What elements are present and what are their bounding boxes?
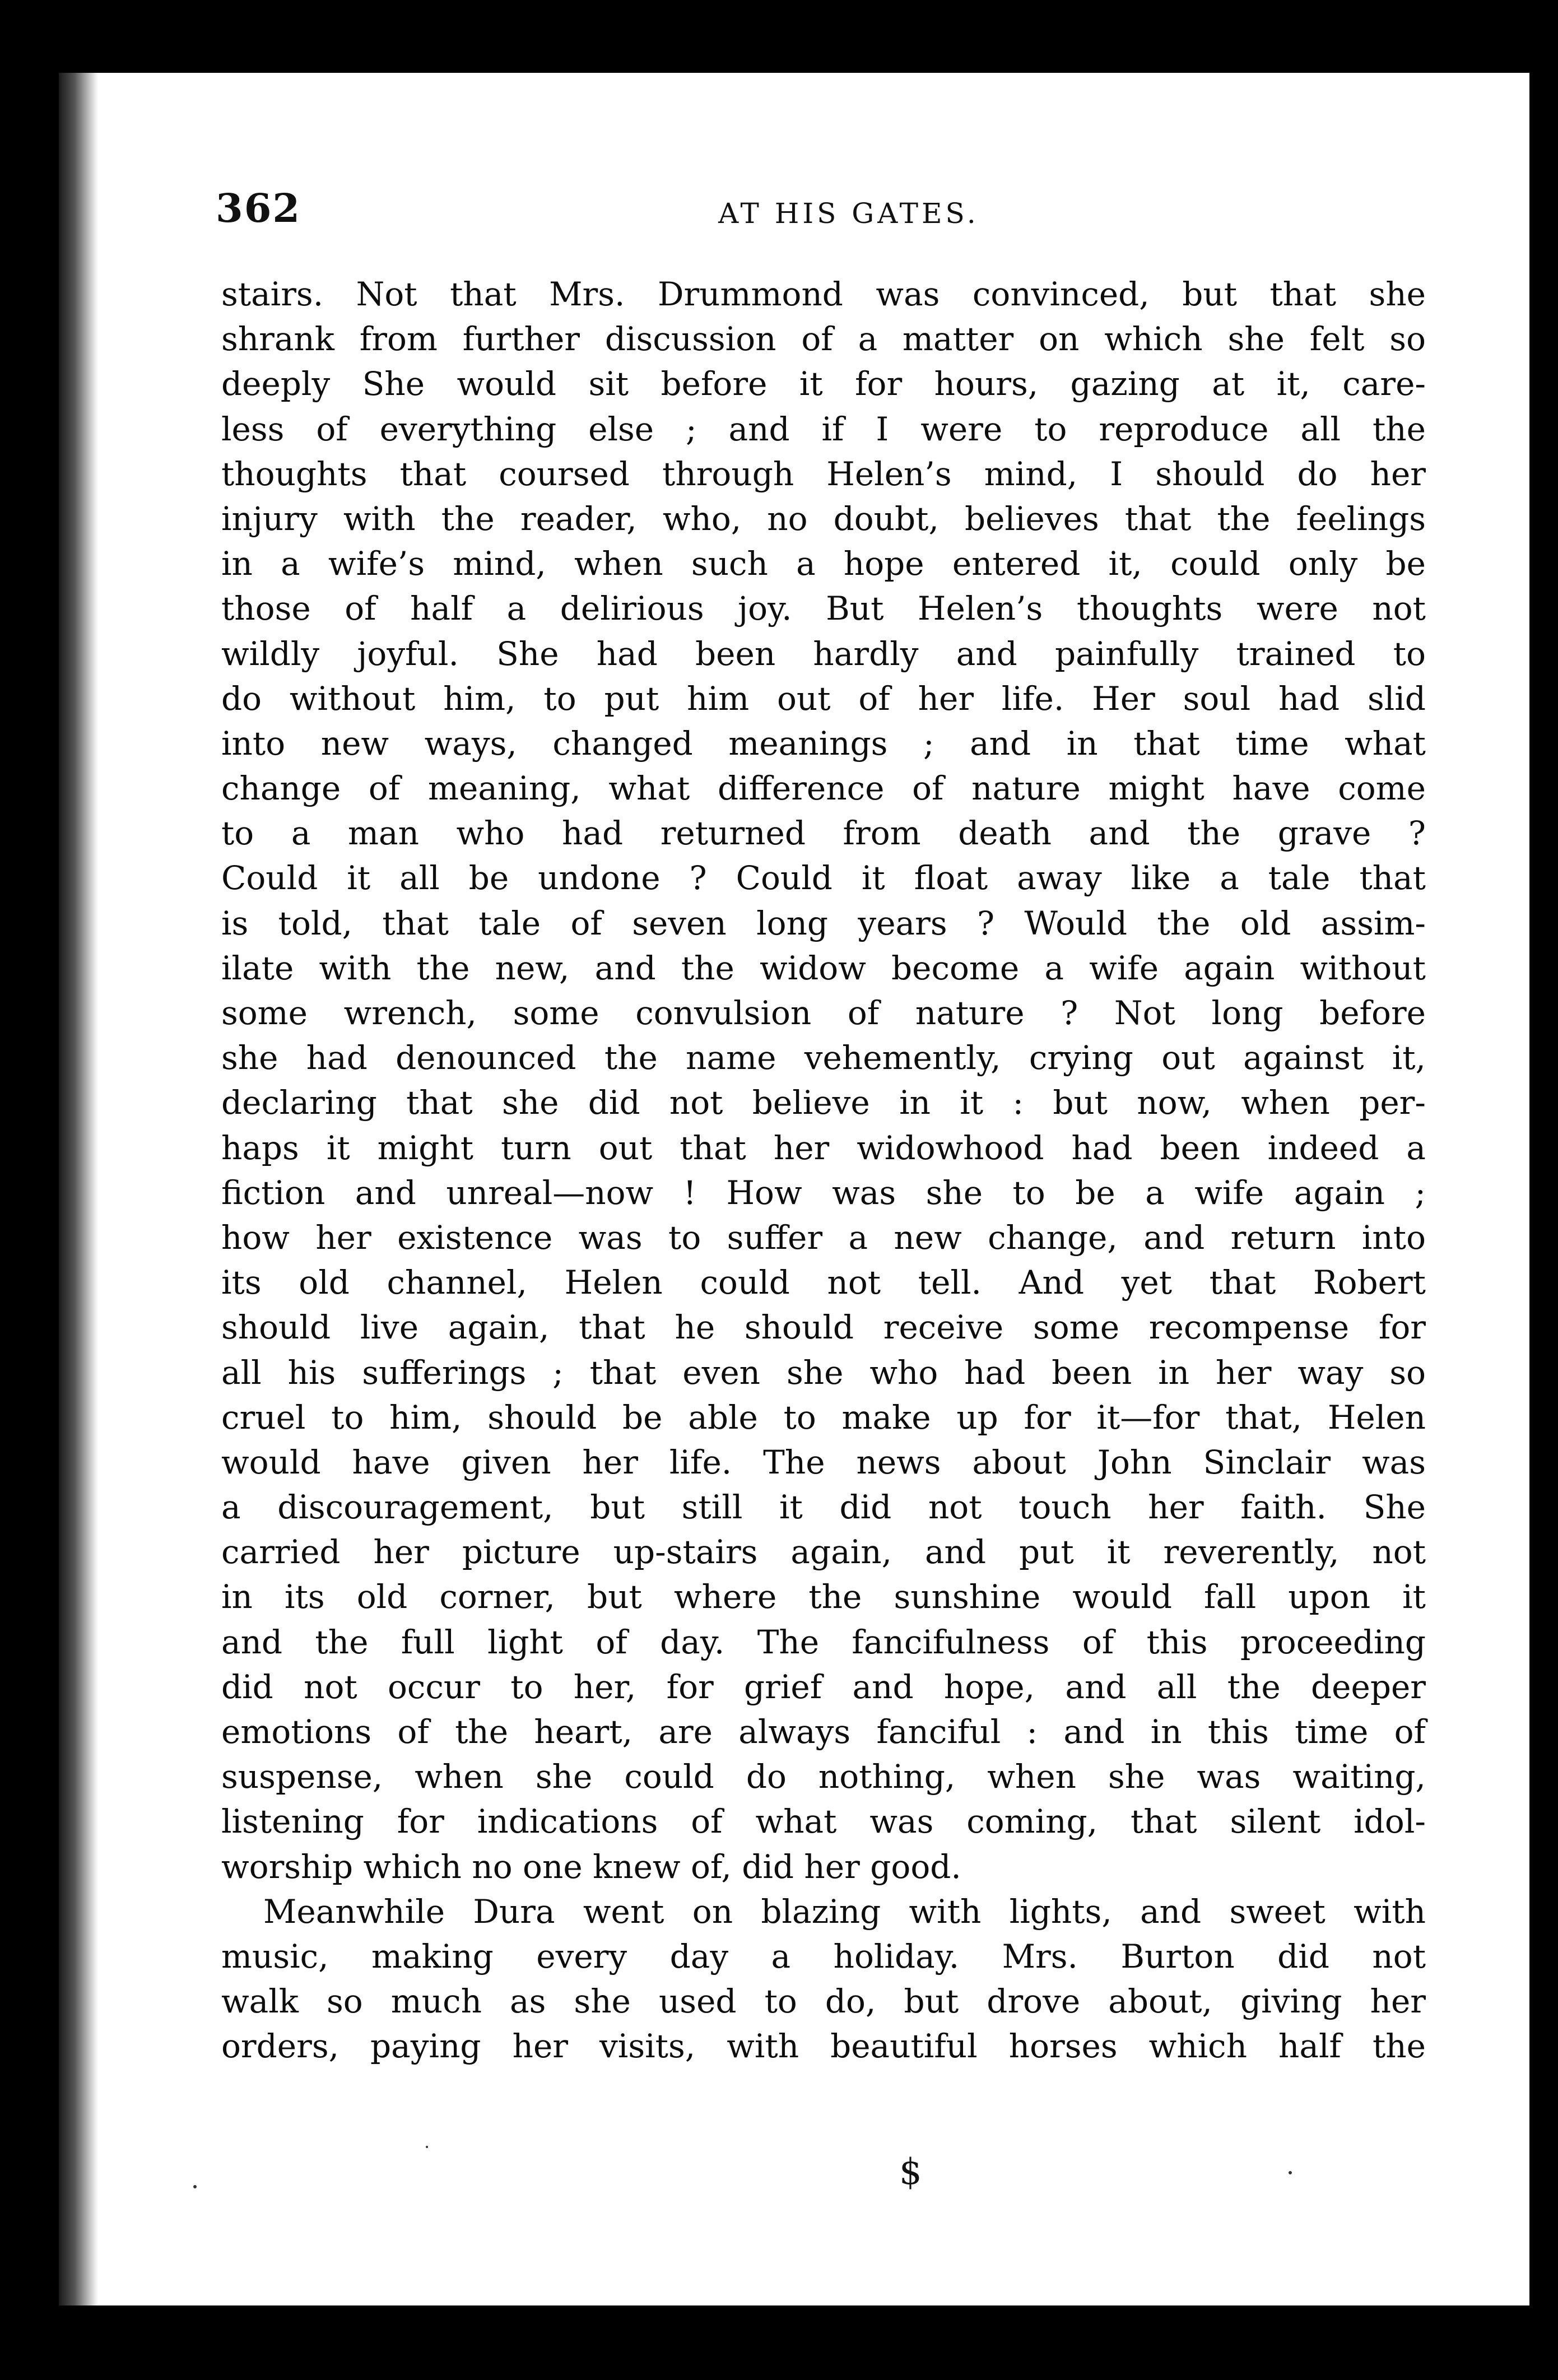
- text-line: did not occur to her, for grief and hope, and all the deeper: [221, 1667, 1426, 1706]
- text-line: into new ways, changed meanings ; and in that time what: [221, 724, 1426, 763]
- scan-speck: [193, 2185, 197, 2188]
- text-line: Could it all be undone ? Could it float away like a tale that: [221, 859, 1426, 898]
- text-line: all his sufferings ; that even she who had been in her way so: [221, 1353, 1426, 1392]
- text-line: in its old corner, but where the sunshine would fall upon it: [221, 1578, 1426, 1616]
- text-line: less of everything else ; and if I were to reproduce all the: [221, 410, 1426, 448]
- running-head: [216, 185, 1482, 247]
- text-line: deeply She would sit before it for hours, gazing at it, care-: [221, 365, 1426, 403]
- text-line: carried her picture up-stairs again, and put it reverently, not: [221, 1533, 1426, 1572]
- body-text: [221, 272, 1426, 2069]
- book-page: [59, 73, 1529, 2305]
- text-line: music, making every day a holiday. Mrs. Burton did not: [221, 1937, 1426, 1975]
- text-line: in a wife’s mind, when such a hope entered it, could only be: [221, 545, 1426, 583]
- text-line: and the full light of day. The fancifulness of this proceeding: [221, 1623, 1426, 1661]
- text-line: she had denounced the name vehemently, crying out against it,: [221, 1039, 1426, 1077]
- text-line: listening for indications of what was coming, that silent idol-: [221, 1802, 1426, 1841]
- scan-speck: [426, 2146, 428, 2148]
- text-line: thoughts that coursed through Helen’s mind, I should do her: [221, 454, 1426, 493]
- text-line: haps it might turn out that her widowhood had been indeed a: [221, 1128, 1426, 1167]
- text-line: cruel to him, should be able to make up for it—for that, Helen: [221, 1398, 1426, 1437]
- text-line: stairs. Not that Mrs. Drummond was convinced, but that she: [221, 275, 1426, 313]
- text-line: emotions of the heart, are always fanciful : and in this time of: [221, 1713, 1426, 1751]
- running-title: AT HIS GATES.: [718, 197, 979, 230]
- text-line: those of half a delirious joy. But Helen’s thoughts were not: [221, 589, 1426, 628]
- text-line: declaring that she did not believe in it : but now, when per-: [221, 1084, 1426, 1122]
- text-line: would have given her life. The news about John Sinclair was: [221, 1443, 1426, 1481]
- text-line: its old channel, Helen could not tell. And yet that Robert: [221, 1263, 1426, 1302]
- paragraph-end-line: worship which no one knew of, did her good.: [221, 1847, 961, 1886]
- text-line: injury with the reader, who, no doubt, believes that the feelings: [221, 499, 1426, 538]
- page-gutter-shadow: [59, 73, 98, 2305]
- text-line: shrank from further discussion of a matter on which she felt so: [221, 320, 1426, 359]
- text-line: walk so much as she used to do, but drove about, giving her: [221, 1982, 1426, 2021]
- text-line: a discouragement, but still it did not touch her faith. She: [221, 1488, 1426, 1527]
- page-number: 362: [216, 185, 301, 231]
- text-line: ilate with the new, and the widow become a wife again without: [221, 949, 1426, 987]
- text-line: suspense, when she could do nothing, when she was waiting,: [221, 1758, 1426, 1796]
- text-line: orders, paying her visits, with beautiful horses which half the: [221, 2027, 1426, 2066]
- text-line: is told, that tale of seven long years ? Would the old assim-: [221, 904, 1426, 942]
- text-line: wildly joyful. She had been hardly and painfully trained to: [221, 634, 1426, 673]
- text-line: to a man who had returned from death and the grave ?: [221, 814, 1426, 853]
- text-line: some wrench, some convulsion of nature ? Not long before: [221, 994, 1426, 1032]
- text-line: fiction and unreal—now ! How was she to be a wife again ;: [221, 1173, 1426, 1212]
- text-line: should live again, that he should receive some recompense for: [221, 1308, 1426, 1347]
- paragraph-start-line: Meanwhile Dura went on blazing with lights, and sweet with: [263, 1892, 1426, 1931]
- scan-speck: [1289, 2171, 1292, 2174]
- text-line: change of meaning, what difference of nature might have come: [221, 769, 1426, 808]
- signature-mark: $: [899, 2151, 922, 2193]
- text-line: do without him, to put him out of her life. Her soul had slid: [221, 679, 1426, 718]
- text-line: how her existence was to suffer a new change, and return into: [221, 1218, 1426, 1257]
